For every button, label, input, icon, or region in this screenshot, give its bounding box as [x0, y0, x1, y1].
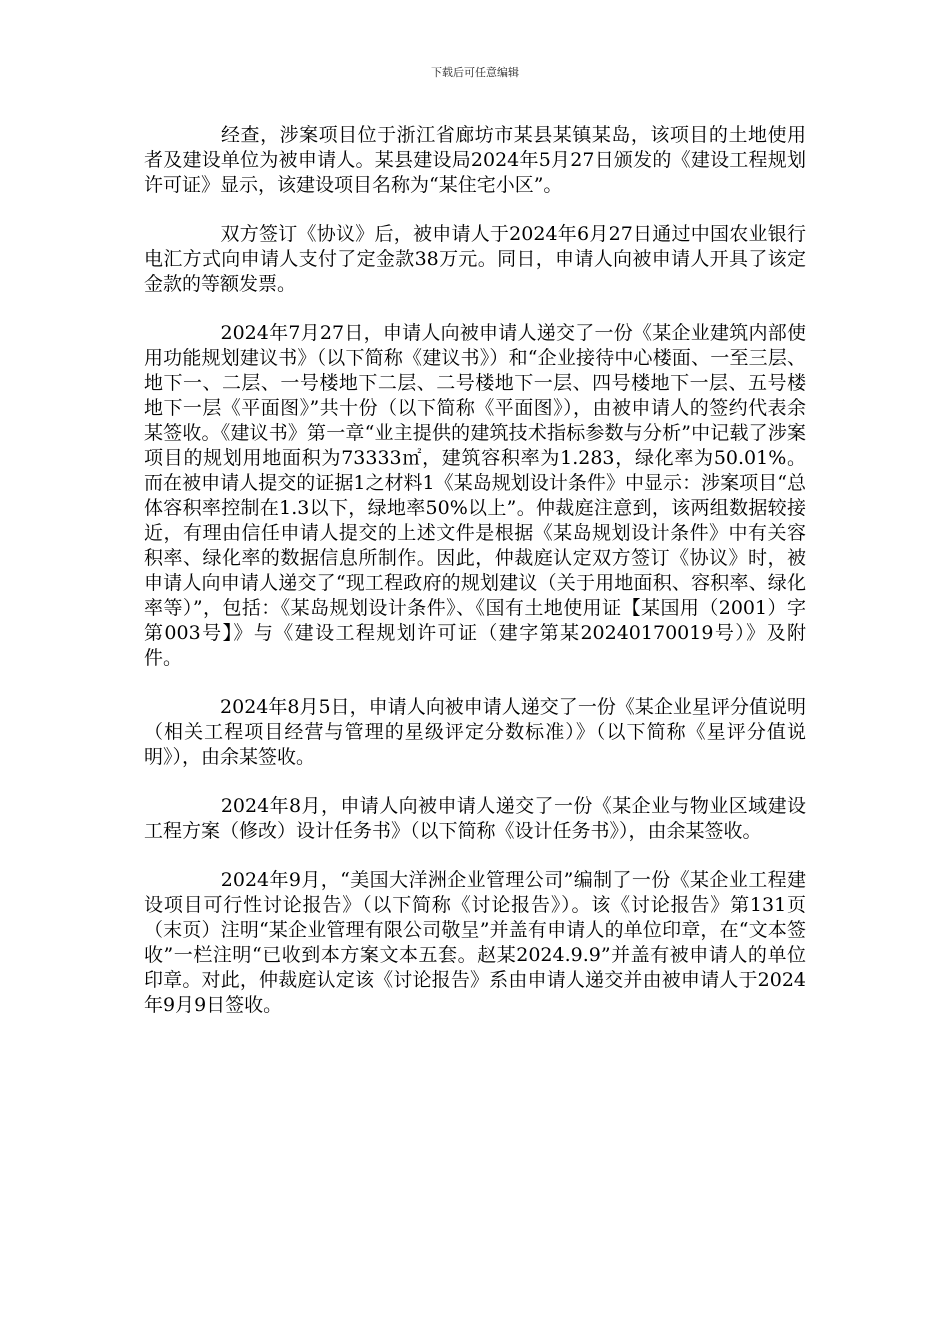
paragraph-star-rating-submission: 2024年8月5日，申请人向被申请人递交了一份《某企业星评分值说明（相关工程项目经营与管理的星级评定分数标准）》（以下简称《星评分值说明》），由余某签收。: [144, 696, 806, 768]
document-body: [144, 123, 806, 1042]
paragraph-investigation: 经查，涉案项目位于浙江省廊坊市某县某镇某岛，该项目的土地使用者及建设单位为被申请人。某县建设局2024年5月27日颁发的《建设工程规划许可证》显示，该建设项目名称为“某住宅小区”。: [144, 124, 806, 196]
page-header-note: 下载后可任意编辑: [431, 66, 519, 79]
paragraph-proposal-submission: 2024年7月27日，申请人向被申请人递交了一份《某企业建筑内部使用功能规划建议书》（以下简称《建议书》）和“企业接待中心楼面、一至三层、地下一、二层、一号楼地下二层、二号楼地下一层、四号楼地下一层、五号楼地下一层《平面图》”共十份（以下简称《平面图》），由被申请人的签约代表余某签收。《建议书》第一章“业主提供的建筑技术指标参数与分析”中记载了涉案项目的规划用地面积为73333㎡，建筑容积率为1.283，绿化率为50.01%。而在被申请人提交的证据1之材料1《某岛规划设计条件》中显示：涉案项目“总体容积率控制在1.3以下，绿地率50%以上”。仲裁庭注意到，该两组数据较接近，有理由信任申请人提交的上述文件是根据《某岛规划设计条件》中有关容积率、绿化率的数据信息所制作。因此，仲裁庭认定双方签订《协议》时，被申请人向申请人递交了“现工程政府的规划建议（关于用地面积、容积率、绿化率等）”，包括：《某岛规划设计条件》、《国有土地使用证【某国用（2001）字第003号】》与《建设工程规划许可证（建字第某20240170019号）》及附件。: [144, 322, 806, 669]
paragraph-feasibility-report: 2024年9月，“美国大洋洲企业管理公司”编制了一份《某企业工程建设项目可行性讨论报告》（以下简称《讨论报告》）。该《讨论报告》第131页（末页）注明“某企业管理有限公司敬呈”并盖有申请人的单位印章，在“文本签收”一栏注明“已收到本方案文本五套。赵某2024.9.9”并盖有被申请人的单位印章。对此，仲裁庭认定该《讨论报告》系由申请人递交并由被申请人于2024年9月9日签收。: [144, 869, 806, 1016]
paragraph-design-brief-submission: 2024年8月，申请人向被申请人递交了一份《某企业与物业区域建设工程方案（修改）设计任务书》（以下简称《设计任务书》），由余某签收。: [144, 795, 806, 842]
paragraph-deposit-payment: 双方签订《协议》后，被申请人于2024年6月27日通过中国农业银行电汇方式向申请人支付了定金款38万元。同日，申请人向被申请人开具了该定金款的等额发票。: [144, 223, 806, 295]
